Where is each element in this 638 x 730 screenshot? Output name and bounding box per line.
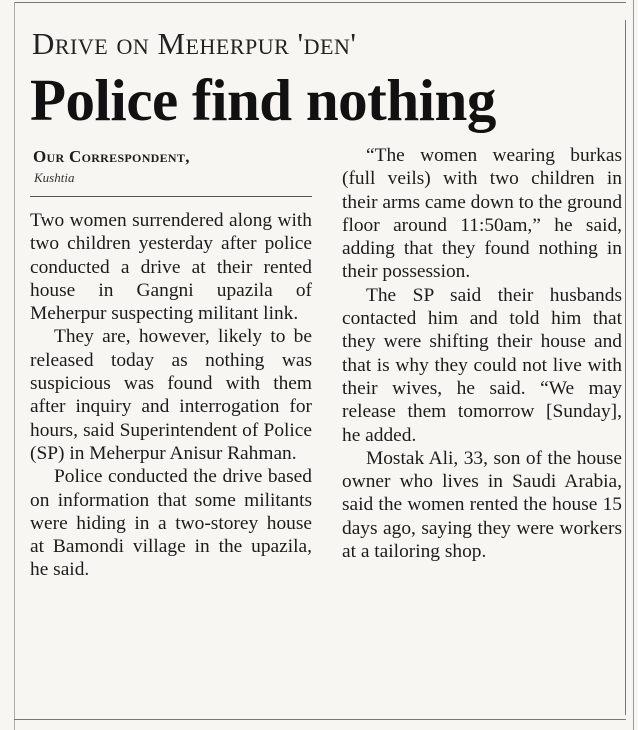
main-headline: Police find nothing [30,67,496,133]
dateline: Kushtia [34,170,75,185]
byline-divider [30,196,312,197]
byline: Our Correspondent, [33,147,190,166]
bottom-border [14,719,626,720]
paragraph: Mostak Ali, 33, son of the house owner who lives in Saudi Arabia, said the women rented the house 15 days ago, saying they were workers at a tailoring shop. [342,447,622,563]
article-column-2 [342,144,622,563]
top-border [14,2,626,3]
paragraph: “The women wearing burkas (full veils) with two children in their arms came down to the ground floor around 11:50am,” he said, adding that they found nothing in their possession. [342,145,623,283]
kicker-headline: Drive on Meherpur 'den' [32,26,357,61]
outer-right-border [633,0,634,730]
paragraph: Two women surrendered along with two children yesterday after police conducted a drive at their rented house in Gangni upazila of Meherpur suspecting militant link. [30,210,312,325]
right-border [625,20,626,715]
paragraph: The SP said their husbands contacted him and told him that they were shifting their house and that is why they could not live with their wives, he said. “We may release them tomorrow [Sunday], he added. [342,284,622,446]
paragraph: They are, however, likely to be released today as nothing was suspicious was found with them after inquiry and interrogation for hours, said Superintendent of Police (SP) in Meherpur Anisur Rahman. [30,326,312,464]
article-column-1 [30,209,312,582]
paragraph: Police conducted the drive based on information that some militants were hiding in a two-storey house at Bamondi village in the upazila, he said. [30,466,312,581]
left-border [14,2,15,730]
